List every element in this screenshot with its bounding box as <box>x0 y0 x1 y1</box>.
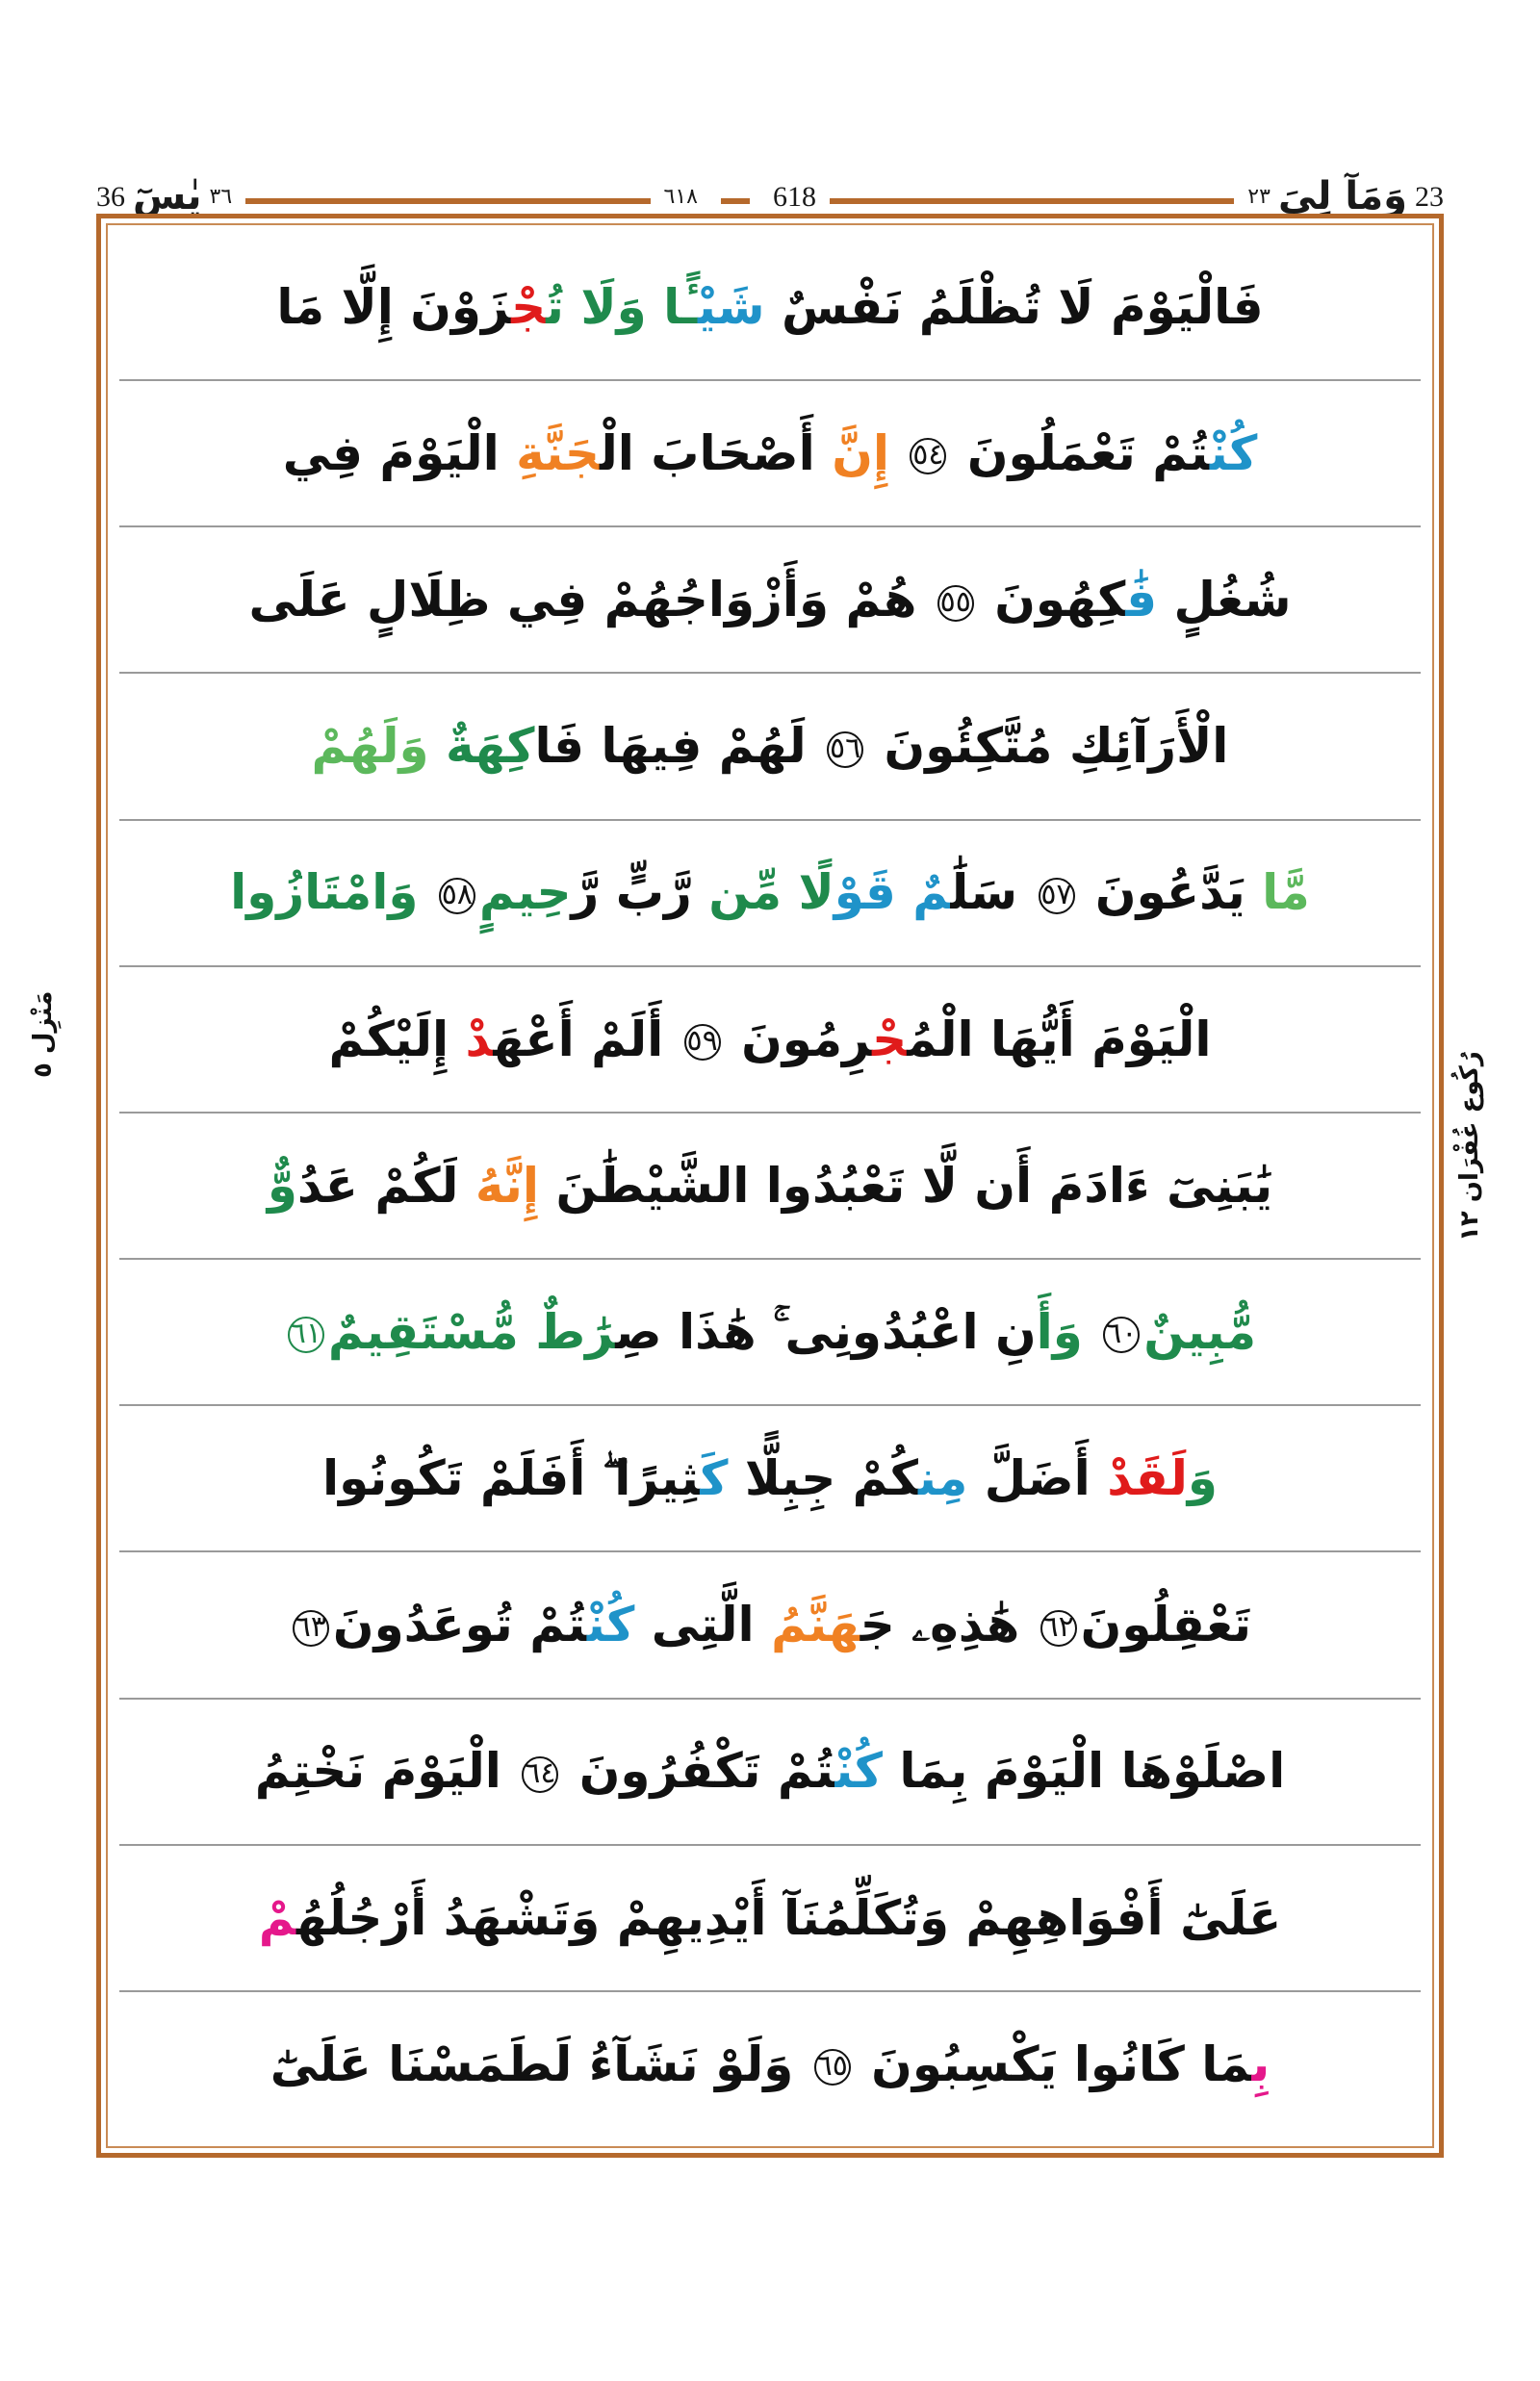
page-number-latin: 618 <box>772 181 816 213</box>
ayah-text-segment: كُنْ <box>834 1743 883 1800</box>
ayah-line <box>119 381 1421 527</box>
header-rule-right <box>830 198 1234 204</box>
juz-name-arabic: وَمَآ لِيَ <box>1277 174 1407 218</box>
ayah-text-segment: كِهُونَ <box>977 572 1126 628</box>
ayah-number-marker: ٥٩ <box>684 1024 721 1061</box>
ayah-text-segment: تُمْ تُوعَدُونَ <box>332 1597 587 1653</box>
ayah-line <box>119 674 1421 820</box>
ayah-text-segment: رِمُونَ <box>724 1011 873 1067</box>
ayah-number-marker: ٥٥ <box>937 585 974 622</box>
surah-name-arabic: يٰسٓ <box>132 174 202 218</box>
ayah-line <box>119 1552 1421 1699</box>
ayah-text-segment: شَيْ <box>697 278 765 335</box>
ruku-marker: رُكُوع غُفْرَان ١٢ <box>1455 1051 1484 1242</box>
ayah-line <box>119 1846 1421 1992</box>
ayah-text <box>127 1011 1413 1067</box>
ayah-number-marker: ٦٢ <box>1040 1610 1077 1647</box>
ayah-text-segment: حِيمٍ <box>478 864 572 921</box>
ayah-text-segment: وَأَ <box>1036 1303 1100 1360</box>
ayah-text-segment: كَ <box>700 1450 729 1507</box>
ayah-text <box>127 278 1413 335</box>
ayah-line <box>119 1406 1421 1552</box>
ayah-text-segment: تُمْ تَكْفُرُونَ <box>562 1743 835 1800</box>
page-header <box>96 144 1444 218</box>
ayah-text-segment: إِنَّهُ <box>475 1157 540 1214</box>
ayah-text-segment: هَٰذِهِۦ جَ <box>860 1597 1037 1653</box>
ayah-number-marker: ٦٣ <box>293 1610 329 1647</box>
ayah-text-segment: فَٰ <box>1125 572 1158 628</box>
ayah-text-segment: هَنَّمُ <box>771 1597 860 1653</box>
ayah-text <box>127 1597 1413 1653</box>
ayah-text-segment: إِلَيْكُمْ <box>328 1011 466 1067</box>
ayah-text-segment: جَنَّةِ <box>516 424 600 481</box>
ayah-text-segment: مُّبِينٌ <box>1143 1303 1257 1360</box>
ayah-text-segment: مُّسْتَقِيمٌ <box>327 1303 536 1360</box>
ayah-lines-container <box>119 235 1421 2137</box>
ayah-text-segment: لَكُمْ عَدُ <box>296 1157 475 1214</box>
ayah-text <box>127 1303 1413 1360</box>
ayah-number-marker: ٦٠ <box>1103 1317 1140 1353</box>
ayah-text-segment: الْيَوْمَ فِي <box>282 424 517 481</box>
ayah-text-segment: أَضَلَّ <box>967 1450 1108 1507</box>
ayah-number-marker: ٥٦ <box>827 731 863 768</box>
ayah-number-marker: ٥٨ <box>439 878 475 914</box>
page-frame-inner <box>106 223 1434 2148</box>
ayah-text-segment: يَٰبَنِىٓ ءَادَمَ أَن لَّا تَعْبُدُوا الشَّيْطَٰنَ <box>539 1157 1273 1214</box>
ayah-text-segment: جْ <box>511 278 547 335</box>
ayah-text-segment: كُنْ <box>1209 424 1258 481</box>
ayah-text-segment: وَامْتَازُوا <box>230 864 435 921</box>
ayah-text-segment: شُغُلٍ <box>1157 572 1292 628</box>
ayah-text-segment: الْأَرَآئِكِ مُتَّكِئُونَ <box>867 718 1229 775</box>
ayah-text-segment: ـًٔا <box>663 278 698 335</box>
ayah-text-segment: لًا مِّن <box>708 864 834 921</box>
ayah-text-segment: مَا كَانُوا يَكْسِبُونَ <box>854 2035 1252 2092</box>
ayah-text-segment: عَلَىٰٓ أَفْوَاهِهِمْ وَتُكَلِّمُنَآ أَيْدِيهِمْ وَتَشْهَدُ أَرْجُلُهُ <box>295 1889 1282 1946</box>
ayah-text <box>127 1157 1413 1214</box>
ayah-line <box>119 1992 1421 2137</box>
ayah-text <box>127 2035 1413 2092</box>
ayah-number-marker: ٦١ <box>288 1317 324 1353</box>
ayah-text-segment: تُمْ تَعْمَلُونَ <box>950 424 1210 481</box>
ayah-text-segment: فَالْيَوْمَ لَا تُظْلَمُ نَفْسٌ <box>764 278 1264 335</box>
ayah-text-segment: إِنَّ <box>832 424 907 481</box>
surah-indicator <box>95 174 233 218</box>
ayah-text-segment: زَوْنَ إِلَّا مَا <box>276 278 512 335</box>
ayah-number-marker: ٥٤ <box>910 438 946 474</box>
ayah-text-segment: الْيَوْمَ نَخْتِمُ <box>254 1743 519 1800</box>
ayah-text-segment: دْ <box>465 1011 494 1067</box>
surah-number-arabic: ٣٦ <box>209 185 233 209</box>
ayah-text-segment: سَلَٰ <box>950 864 1035 921</box>
ayah-text-segment: وَلَهُمْ <box>311 718 447 775</box>
ayah-text-segment: وَ <box>1187 1450 1218 1507</box>
ayah-text <box>127 572 1413 628</box>
ayah-text-segment: نِ اعْبُدُونِى ۚ هَٰذَا صِ <box>615 1303 1037 1360</box>
header-rule-center <box>721 198 750 204</box>
ayah-text-segment: يَدَّعُونَ <box>1078 864 1263 921</box>
ayah-text-segment: كِهَةٌ <box>446 718 535 775</box>
ayah-text-segment: وَلَا تُ <box>546 278 664 335</box>
ayah-text-segment: رَٰطٌ <box>535 1303 616 1360</box>
ayah-text-segment: جْ <box>872 1011 908 1067</box>
manzil-marker: مَنْزِل ٥ <box>29 990 58 1078</box>
ayah-text-segment: كُمْ جِبِلًّا <box>728 1450 918 1507</box>
ayah-line <box>119 1114 1421 1260</box>
ayah-text <box>127 718 1413 775</box>
ayah-text-segment: رَّبٍّ رَّ <box>571 864 709 921</box>
surah-number-latin: 36 <box>95 181 125 213</box>
ayah-text-segment: وَلَوْ نَشَآءُ لَطَمَسْنَا عَلَىٰٓ <box>270 2035 810 2092</box>
ayah-text-segment: مَّا <box>1262 864 1310 921</box>
ayah-text-segment: أَصْحَابَ الْ <box>599 424 833 481</box>
ayah-text-segment: مٌ <box>912 864 951 921</box>
ayah-text-segment: لَقَدْ <box>1107 1450 1188 1507</box>
ayah-text <box>127 864 1413 921</box>
ayah-text-segment: كُنْ <box>586 1597 635 1653</box>
ayah-text-segment: الْيَوْمَ أَيُّهَا الْمُ <box>907 1011 1212 1067</box>
ayah-text <box>127 1889 1413 1946</box>
ayah-text-segment: مْ <box>258 1889 296 1946</box>
header-rule-left <box>245 198 650 204</box>
ayah-line <box>119 235 1421 381</box>
ayah-text-segment: وٌّ <box>267 1157 297 1214</box>
ayah-text <box>127 424 1413 481</box>
ayah-text-segment: الَّتِى <box>634 1597 772 1653</box>
ayah-line <box>119 1260 1421 1406</box>
ayah-text-segment: لَهُمْ فِيهَا فَا <box>534 718 824 775</box>
ayah-text-segment: قَوْ <box>834 864 913 921</box>
ayah-line <box>119 527 1421 674</box>
ayah-line <box>119 1700 1421 1846</box>
ayah-text-segment: هُمْ وَأَزْوَاجُهُمْ فِي ظِلَالٍ عَلَى <box>248 572 934 628</box>
ayah-text-segment: ثِيرًا ۖ أَفَلَمْ تَكُونُوا <box>322 1450 701 1507</box>
page-number-group <box>664 183 816 218</box>
ayah-text-segment: مِن <box>917 1450 968 1507</box>
juz-number-arabic: ٢٣ <box>1247 185 1270 209</box>
juz-number-latin: 23 <box>1415 181 1444 213</box>
page-number-arabic: ٦١٨ <box>663 185 698 209</box>
ayah-number-marker: ٦٤ <box>522 1756 558 1793</box>
ayah-text <box>127 1743 1413 1800</box>
ayah-text-segment: بِ <box>1251 2035 1270 2092</box>
juz-indicator <box>1247 174 1444 218</box>
page-frame-outer <box>96 214 1444 2158</box>
ayah-text <box>127 1450 1413 1507</box>
ayah-line <box>119 821 1421 967</box>
ayah-number-marker: ٥٧ <box>1039 878 1075 914</box>
ayah-number-marker: ٦٥ <box>814 2049 851 2086</box>
ayah-text-segment: اصْلَوْهَا الْيَوْمَ بِمَا <box>882 1743 1286 1800</box>
ayah-line <box>119 967 1421 1114</box>
ayah-text-segment: تَعْقِلُونَ <box>1080 1597 1252 1653</box>
ayah-text-segment: أَلَمْ أَعْهَ <box>493 1011 680 1067</box>
